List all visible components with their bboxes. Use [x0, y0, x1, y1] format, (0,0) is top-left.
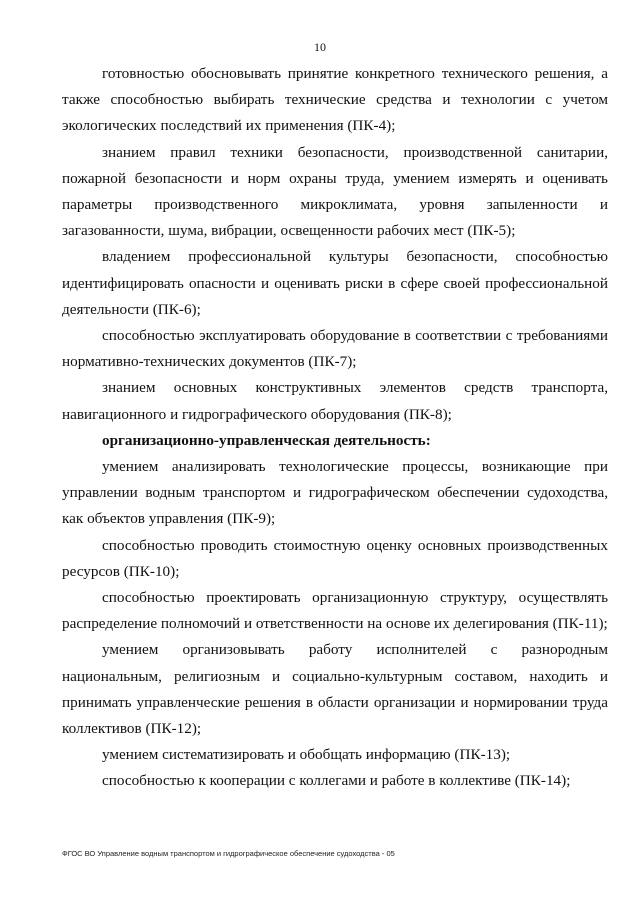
- paragraph-pk7: способностью эксплуатировать оборудование в соответствии с требованиями нормативно-технических документов (ПК-7);: [62, 327, 608, 371]
- paragraph-pk9: умением анализировать технологические процессы, возникающие при управлении водным транспортом и гидрографическом обеспечении судоходства, как объектов управления (ПК-9);: [62, 458, 608, 528]
- footer-text: ФГОС ВО Управление водным транспортом и гидрографическое обеспечение судоходства - 05: [62, 849, 395, 858]
- paragraph-pk14: способностью к кооперации с коллегами и работе в коллективе (ПК-14);: [102, 772, 571, 790]
- paragraph-pk10: способностью проводить стоимостную оценку основных производственных ресурсов (ПК-10);: [62, 536, 608, 580]
- paragraph-pk4: готовностью обосновывать принятие конкретного технического решения, а также способностью выбирать технические средства и технологии с учетом экологических последствий их применения (ПК-4);: [62, 65, 608, 135]
- document-body: [62, 61, 608, 795]
- paragraph-pk11: способностью проектировать организационную структуру, осуществлять распределение полномочий и ответственности на основе их делегирования (ПК-11);: [62, 589, 608, 633]
- paragraph-pk8: знанием основных конструктивных элементов средств транспорта, навигационного и гидрографического оборудования (ПК-8);: [62, 379, 608, 423]
- paragraph-pk12: умением организовывать работу исполнителей с разнородным национальным, религиозным и социально-культурным составом, находить и принимать управленческие решения в области организации и нормировании труда коллективов (ПК-12);: [62, 641, 608, 738]
- paragraph-pk13: умением систематизировать и обобщать информацию (ПК-13);: [102, 746, 511, 764]
- page-footer: [62, 849, 395, 858]
- paragraph-pk5: знанием правил техники безопасности, производственной санитарии, пожарной безопасности и норм охраны труда, умением измерять и оценивать параметры производственного микроклимата, уровня запыленности и загазованности, шума, вибрации, освещенности рабочих мест (ПК-5);: [62, 143, 608, 240]
- paragraph-pk6: владением профессиональной культуры безопасности, способностью идентифицировать опасности и оценивать риски в сфере своей профессиональной деятельности (ПК-6);: [62, 248, 608, 318]
- page-number: 10: [314, 40, 326, 54]
- section-heading: организационно-управленческая деятельность:: [102, 431, 431, 449]
